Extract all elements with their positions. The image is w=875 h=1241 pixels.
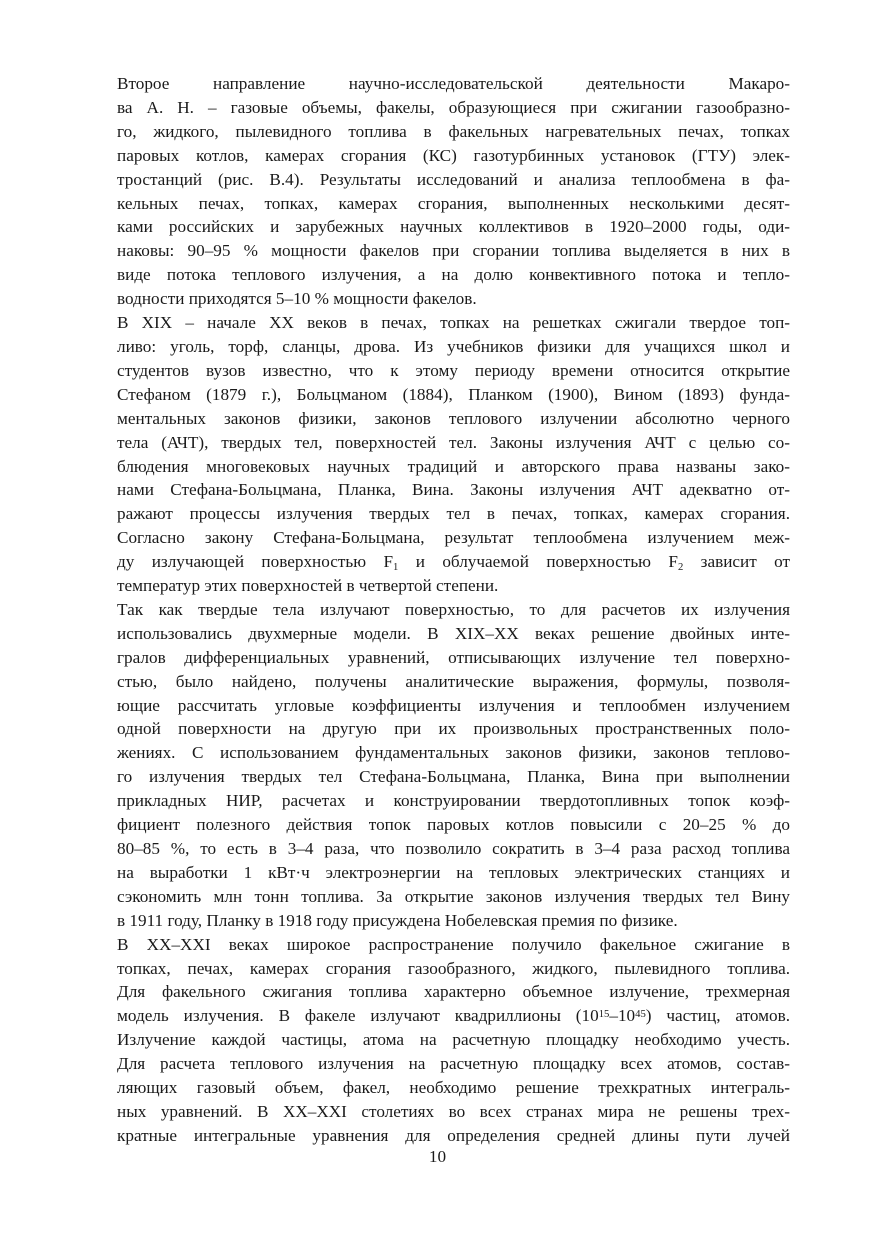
text-line: кельных печах, топках, камерах сгорания, выполненных несколькими десят- [117, 193, 790, 213]
body-text [88, 72, 790, 1148]
text-fragment: зависит от [683, 552, 790, 572]
text-line: в 1911 году, Планку в 1918 году присуждена Нобелевская премия по физике. [117, 910, 678, 930]
text-line: прикладных НИР, расчетах и конструировании твердотопливных топок коэф- [117, 791, 790, 811]
text-line: Для факельного сжигания топлива характерно объемное излучение, трехмерная [117, 982, 790, 1002]
text-line: В XIX – начале XX веков в печах, топках на решетках сжигали твердое топ- [117, 313, 790, 333]
text-line: на выработки 1 кВт·ч электроэнергии на тепловых электрических станциях и [117, 862, 790, 882]
text-line: ных уравнений. В XX–XXI столетиях во всех странах мира не решены трех- [117, 1101, 790, 1121]
text-line: Второе направление научно-исследовательской деятельности Макаро- [117, 74, 790, 93]
text-line: одной поверхности на другую при их произвольных пространственных поло- [117, 719, 790, 739]
text-line: паровых котлов, камерах сгорания (КС) газотурбинных установок (ГТУ) элек- [117, 145, 790, 165]
page-number: 10 [428, 1147, 447, 1166]
superscript: 15 [598, 1008, 610, 1020]
text-line: водности приходятся 5–10 % мощности факелов. [117, 289, 477, 309]
text-line: жениях. С использованием фундаментальных законов физики, законов теплово- [117, 743, 790, 763]
text-line: ражают процессы излучения твердых тел в печах, топках, камерах сгорания. [117, 504, 790, 524]
text-line: ками российских и зарубежных научных коллективов в 1920–2000 годы, оди- [117, 217, 790, 237]
text-line: блюдения многовековых научных традиций и авторского права названы зако- [117, 456, 790, 476]
text-line: Так как твердые тела излучают поверхностью, то для расчетов их излучения [117, 599, 790, 619]
paragraph-2 [88, 311, 790, 598]
text-line: кратные интегральные уравнения для определения средней длины пути лучей [117, 1125, 790, 1145]
text-line: виде потока теплового излучения, а на долю конвективного потока и тепло- [117, 265, 790, 285]
paragraph-3 [88, 598, 790, 933]
subscript: 1 [393, 562, 399, 574]
text-line: ва А. Н. – газовые объемы, факелы, образующиеся при сжигании газообразно- [117, 97, 790, 117]
text-line: ментальных законов физики, законов теплового излучении абсолютно черного [117, 408, 790, 428]
text-line: использовались двухмерные модели. В XIX–XX веках решение двойных инте- [117, 623, 790, 643]
text-line: стью, было найдено, получены аналитические выражения, формулы, позволя- [117, 671, 790, 691]
text-line: Стефаном (1879 г.), Больцманом (1884), Планком (1900), Вином (1893) фунда- [117, 384, 790, 404]
text-line: 80–85 %, то есть в 3–4 раза, что позволило сократить в 3–4 раза расход топлива [117, 839, 790, 858]
text-fragment: и облучаемой поверхностью F [398, 552, 678, 572]
text-fragment: ду излучающей поверхностью F [117, 552, 394, 572]
text-line: тела (АЧТ), твердых тел, поверхностей тел. Законы излучения АЧТ с целью со- [117, 432, 790, 452]
text-line: Излучение каждой частицы, атома на расчетную площадку необходимо учесть. [117, 1030, 790, 1050]
superscript: 45 [635, 1008, 646, 1020]
text-fragment: –10 [609, 1006, 636, 1026]
text-line: сэкономить млн тонн топлива. За открытие законов излучения твердых тел Вину [117, 886, 790, 906]
paragraph-4 [88, 933, 790, 1148]
text-line: фициент полезного действия топок паровых котлов повысили с 20–25 % до [117, 815, 790, 835]
paragraph-1 [88, 72, 790, 311]
text-line-with-superscripts [88, 1004, 790, 1028]
text-line: топках, печах, камерах сгорания газообразного, жидкого, пылевидного топлива. [117, 958, 790, 978]
subscript: 2 [677, 562, 684, 574]
text-line: гралов дифференциальных уравнений, отписывающих излучение тел поверхно- [117, 647, 790, 667]
text-line: Для расчета теплового излучения на расчетную площадку всех атомов, состав- [117, 1054, 790, 1074]
text-fragment: модель излучения. В факеле излучают квадриллионы (10 [117, 1006, 599, 1026]
text-line: тростанций (рис. В.4). Результаты исследований и анализа теплообмена в фа- [117, 169, 790, 189]
text-line: ляющих газовый объем, факел, необходимо решение трехкратных интеграль- [117, 1078, 790, 1098]
text-line: го излучения твердых тел Стефана-Больцмана, Планка, Вина при выполнении [117, 767, 790, 787]
text-line: ющие рассчитать угловые коэффициенты излучения и теплообмен излучением [117, 695, 790, 715]
text-line: Согласно закону Стефана-Больцмана, результат теплообмена излучением меж- [117, 528, 790, 548]
text-fragment: ) частиц, атомов. [645, 1006, 791, 1026]
text-line: го, жидкого, пылевидного топлива в факельных нагревательных печах, топках [117, 121, 790, 141]
text-line-with-subscripts [88, 550, 790, 574]
text-line: студентов вузов известно, что к этому периоду времени относится открытие [117, 360, 790, 380]
text-line: ливо: уголь, торф, сланцы, дрова. Из учебников физики для учащихся школ и [117, 336, 790, 356]
text-line: температур этих поверхностей в четвертой степени. [117, 576, 499, 596]
text-line: нами Стефана-Больцмана, Планка, Вина. Законы излучения АЧТ адекватно от- [117, 480, 790, 500]
text-line: наковы: 90–95 % мощности факелов при сгорании топлива выделяется в них в [117, 241, 790, 261]
text-line: В XX–XXI веках широкое распространение получило факельное сжигание в [117, 934, 790, 954]
